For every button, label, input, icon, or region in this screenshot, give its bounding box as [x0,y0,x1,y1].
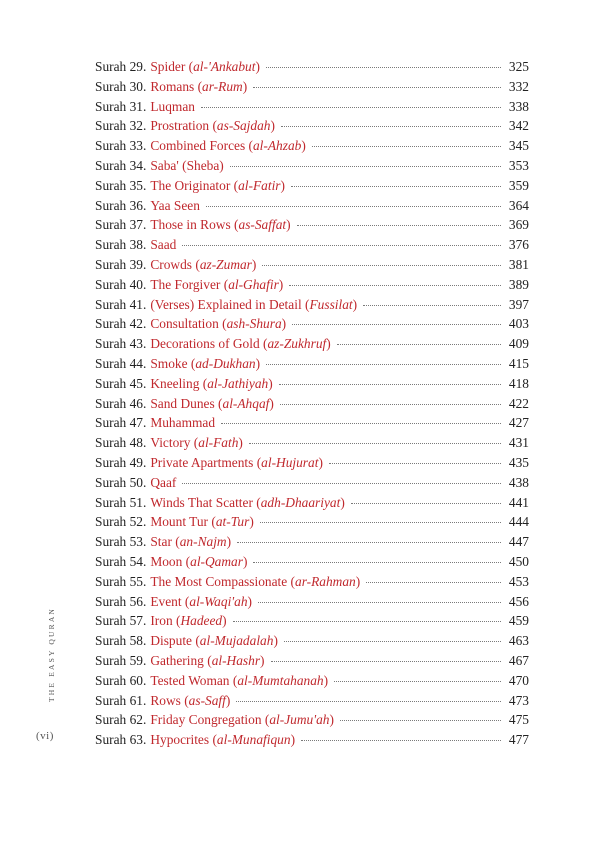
surah-arabic-name: al-Ghafir [228,276,279,292]
surah-english-name: The Most Compassionate [150,573,288,589]
surah-title: Decorations of Gold (az-Zukhruf) [150,336,331,352]
page-reference: 450 [508,553,529,569]
surah-number: Surah 42. [95,316,147,332]
surah-number: Surah 32. [95,118,147,134]
dot-leader [340,720,501,721]
surah-arabic-name: al-Ahzab [252,138,302,154]
surah-number: Surah 56. [95,593,147,609]
page-reference: 345 [508,138,529,154]
page-reference: 338 [508,98,529,114]
surah-arabic-name: al-'Ankabut [193,59,256,74]
surah-english-name: Hypocrites [150,732,210,748]
surah-number: Surah 45. [95,375,147,391]
toc-entry[interactable] [95,552,529,572]
surah-number: Surah 50. [95,474,147,490]
toc-entry[interactable] [95,631,529,651]
surah-english-name: Sand Dunes [150,395,215,411]
dot-leader [230,166,501,167]
dot-leader [337,344,501,345]
page-reference: 473 [508,692,529,708]
surah-arabic-name: Fussilat [309,296,353,312]
surah-title: Hypocrites (al-Munafiqun) [150,732,296,748]
surah-title: The Forgiver (al-Ghafir) [150,276,284,292]
table-of-contents [95,57,529,750]
surah-title: Gathering (al-Hashr) [150,652,265,668]
page-reference: 475 [508,712,529,728]
dot-leader [312,146,501,147]
page-number: (vi) [36,730,54,742]
dot-leader [233,621,501,622]
dot-leader [271,661,501,662]
dot-leader [301,740,501,741]
page-reference: 325 [508,59,529,74]
surah-title: Smoke (ad-Dukhan) [150,355,261,371]
surah-title: The Most Compassionate (ar-Rahman) [150,573,361,589]
page-reference: 435 [508,454,529,470]
surah-number: Surah 44. [95,355,147,371]
surah-number: Surah 55. [95,573,147,589]
surah-title: Iron (Hadeed) [150,613,227,629]
page-reference: 381 [508,256,529,272]
surah-arabic-name: ad-Dukhan [195,355,256,371]
dot-leader [249,443,501,444]
page-reference: 332 [508,78,529,94]
surah-number: Surah 39. [95,256,147,272]
surah-arabic-name: al-Hujurat [261,454,319,470]
surah-title: Those in Rows (as-Saffat) [150,217,291,233]
toc-entry[interactable] [95,354,529,374]
surah-title: Kneeling (al-Jathiyah) [150,375,273,391]
page-reference: 427 [508,415,529,431]
surah-number: Surah 58. [95,633,147,649]
toc-entry[interactable] [95,295,529,315]
surah-number: Surah 30. [95,78,147,94]
surah-number: Surah 47. [95,415,147,431]
surah-arabic-name: as-Saff [188,692,226,708]
surah-title: Sand Dunes (al-Ahqaf) [150,395,274,411]
surah-title: Friday Congregation (al-Jumu'ah) [150,712,334,728]
surah-title: (Verses) Explained in Detail (Fussilat) [150,296,358,312]
surah-english-name: Friday Congregation [150,712,262,728]
surah-title: Dispute (al-Mujadalah) [150,633,278,649]
page-reference: 459 [508,613,529,629]
surah-english-name: The Originator [150,177,231,193]
toc-entry[interactable] [95,512,529,532]
page-reference: 397 [508,296,529,312]
surah-english-name: Saad [150,237,177,253]
toc-entry[interactable] [95,334,529,354]
dot-leader [329,463,501,464]
dot-leader [206,206,501,207]
dot-leader [281,126,501,127]
surah-title [150,413,215,433]
dot-leader [266,364,501,365]
surah-english-name: Those in Rows [150,217,231,233]
page-reference: 415 [508,355,529,371]
page-reference: 342 [508,118,529,134]
page-reference: 453 [508,573,529,589]
toc-entry[interactable] [95,196,529,216]
surah-title [150,473,176,493]
surah-arabic-name: al-Hashr [211,652,261,668]
surah-english-name: Prostration [150,118,210,134]
surah-number: Surah 60. [95,672,147,688]
dot-leader [260,522,501,523]
page-reference: 431 [508,435,529,451]
surah-english-name: The Forgiver [150,276,221,292]
surah-title: Romans (ar-Rum) [150,78,248,94]
surah-number: Surah 33. [95,138,147,154]
toc-entry[interactable] [95,433,529,453]
surah-number: Surah 63. [95,732,147,748]
toc-entry[interactable] [95,413,529,433]
page-reference: 389 [508,276,529,292]
toc-entry[interactable] [95,394,529,414]
surah-english-name: Smoke [150,355,188,371]
surah-number: Surah 52. [95,514,147,530]
surah-title: Moon (al-Qamar) [150,553,248,569]
surah-arabic-name: al-Fath [198,435,239,451]
surah-english-name: Yaa Seen [150,197,200,213]
toc-entry[interactable] [95,116,529,136]
surah-arabic-name: Hadeed [180,613,223,629]
surah-english-name: Winds That Scatter [150,494,253,510]
surah-title: Private Apartments (al-Hujurat) [150,454,323,470]
surah-arabic-name: as-Sajdah [216,118,271,134]
surah-english-name: Luqman [150,98,195,114]
page-reference: 364 [508,197,529,213]
surah-english-name: Consultation [150,316,219,332]
running-head [45,598,59,710]
surah-title: Mount Tur (at-Tur) [150,514,254,530]
surah-number: Surah 51. [95,494,147,510]
dot-leader [279,384,501,385]
surah-title: Event (al-Waqi'ah) [150,593,253,609]
surah-arabic-name: ash-Shura [226,316,282,332]
surah-number: Surah 62. [95,712,147,728]
toc-entry[interactable] [95,235,529,255]
dot-leader [284,641,501,642]
dot-leader [363,305,501,306]
surah-number: Surah 46. [95,395,147,411]
page-reference: 409 [508,336,529,352]
surah-title: The Originator (al-Fatir) [150,177,285,193]
surah-english-name: Decorations of Gold [150,336,260,352]
surah-arabic-name: az-Zumar [199,256,252,272]
surah-number: Surah 37. [95,217,147,233]
surah-title: Tested Woman (al-Mumtahanah) [150,672,329,688]
toc-entry[interactable] [95,215,529,235]
toc-entry[interactable] [95,57,529,77]
toc-entry[interactable] [95,730,529,750]
surah-arabic-name: al-Munafiqun [216,732,291,748]
surah-title: Rows (as-Saff) [150,692,231,708]
dot-leader [237,542,501,543]
dot-leader [280,404,501,405]
page-reference: 418 [508,375,529,391]
surah-title: Star (an-Najm) [150,534,232,550]
page-reference: 467 [508,652,529,668]
toc-entry[interactable] [95,671,529,691]
surah-english-name: Dispute [150,633,192,649]
page-reference: 438 [508,474,529,490]
dot-leader [253,562,501,563]
surah-arabic-name: an-Najm [179,534,227,550]
surah-english-name: Tested Woman [150,672,230,688]
toc-entry[interactable] [95,453,529,473]
surah-arabic-name: ar-Rahman [295,573,356,589]
surah-title: Prostration (as-Sajdah) [150,118,275,134]
surah-arabic-name: al-Jumu'ah [269,712,330,728]
surah-english-name: Kneeling [150,375,200,391]
surah-title: Winds That Scatter (adh-Dhaariyat) [150,494,345,510]
page-reference: 403 [508,316,529,332]
surah-english-name: Saba' (Sheba) [150,157,224,173]
surah-english-name: Crowds [150,256,192,272]
surah-title [150,156,223,176]
dot-leader [291,186,501,187]
toc-entry[interactable] [95,136,529,156]
page-reference: 477 [508,732,529,748]
toc-entry[interactable] [95,651,529,671]
dot-leader [262,265,501,266]
surah-number: Surah 40. [95,276,147,292]
surah-number: Surah 38. [95,237,147,253]
dot-leader [258,602,501,603]
page-reference: 441 [508,494,529,510]
surah-english-name: Mount Tur [150,514,209,530]
surah-number: Surah 29. [95,59,147,74]
surah-english-name: Romans [150,78,195,94]
surah-number: Surah 35. [95,177,147,193]
surah-english-name: Iron [150,613,173,629]
toc-entry[interactable] [95,611,529,631]
surah-number: Surah 57. [95,613,147,629]
toc-entry[interactable] [95,156,529,176]
toc-entry[interactable] [95,77,529,97]
surah-title: Crowds (az-Zumar) [150,256,257,272]
surah-number: Surah 31. [95,98,147,114]
surah-title: Victory (al-Fath) [150,435,243,451]
surah-english-name: Muhammad [150,415,216,431]
surah-arabic-name: al-Jathiyah [207,375,269,391]
surah-title [150,235,176,255]
surah-english-name: Gathering [150,652,204,668]
page-reference: 444 [508,514,529,530]
surah-arabic-name: az-Zukhruf [267,336,327,352]
toc-entry[interactable] [95,255,529,275]
page-reference: 353 [508,157,529,173]
surah-english-name: Victory [150,435,191,451]
surah-title: Combined Forces (al-Ahzab) [150,138,306,154]
surah-arabic-name: al-Qamar [190,553,243,569]
surah-arabic-name: adh-Dhaariyat [260,494,341,510]
surah-english-name: Combined Forces [150,138,246,154]
surah-number: Surah 54. [95,553,147,569]
dot-leader [236,701,501,702]
surah-number: Surah 49. [95,454,147,470]
surah-english-name: Private Apartments [150,454,254,470]
dot-leader [253,87,501,88]
surah-title: Consultation (ash-Shura) [150,316,287,332]
page-reference: 376 [508,237,529,253]
dot-leader [182,245,501,246]
page-reference: 369 [508,217,529,233]
surah-title [150,97,195,117]
surah-arabic-name: al-Mujadalah [199,633,274,649]
toc-entry[interactable] [95,592,529,612]
dot-leader [297,225,501,226]
surah-english-name: Spider [150,59,186,74]
surah-english-name: (Verses) Explained in Detail [150,296,302,312]
dot-leader [182,483,501,484]
surah-number: Surah 61. [95,692,147,708]
dot-leader [289,285,501,286]
toc-entry[interactable] [95,710,529,730]
surah-arabic-name: al-Ahqaf [222,395,270,411]
dot-leader [266,67,501,68]
toc-entry[interactable] [95,532,529,552]
surah-number: Surah 53. [95,534,147,550]
surah-arabic-name: al-Waqi'ah [189,593,248,609]
surah-title: Spider (al-'Ankabut) [150,59,260,74]
surah-number: Surah 43. [95,336,147,352]
surah-number: Surah 59. [95,652,147,668]
page-reference: 422 [508,395,529,411]
page-reference: 447 [508,534,529,550]
surah-number: Surah 48. [95,435,147,451]
surah-number: Surah 41. [95,296,147,312]
toc-entry[interactable] [95,493,529,513]
surah-title [150,196,200,216]
surah-english-name: Moon [150,553,183,569]
surah-english-name: Qaaf [150,474,177,490]
page-reference: 470 [508,672,529,688]
page-reference: 463 [508,633,529,649]
surah-arabic-name: al-Mumtahanah [237,672,324,688]
running-head-text: THE EASY QURAN [47,606,57,702]
toc-entry[interactable] [95,275,529,295]
toc-entry[interactable] [95,314,529,334]
dot-leader [201,107,501,108]
dot-leader [351,503,501,504]
surah-english-name: Star [150,534,172,550]
toc-entry[interactable] [95,176,529,196]
surah-english-name: Rows [150,692,181,708]
surah-arabic-name: al-Fatir [238,177,281,193]
toc-entry[interactable] [95,473,529,493]
dot-leader [366,582,501,583]
dot-leader [221,423,501,424]
dot-leader [292,324,501,325]
surah-arabic-name: as-Saffat [238,217,287,233]
page-reference: 456 [508,593,529,609]
dot-leader [334,681,501,682]
surah-arabic-name: at-Tur [215,514,250,530]
surah-arabic-name: ar-Rum [202,78,243,94]
surah-english-name: Event [150,593,182,609]
surah-number: Surah 34. [95,157,147,173]
surah-number: Surah 36. [95,197,147,213]
toc-entry[interactable] [95,691,529,711]
toc-entry[interactable] [95,374,529,394]
page-reference: 359 [508,177,529,193]
toc-entry[interactable] [95,97,529,117]
toc-entry[interactable] [95,572,529,592]
